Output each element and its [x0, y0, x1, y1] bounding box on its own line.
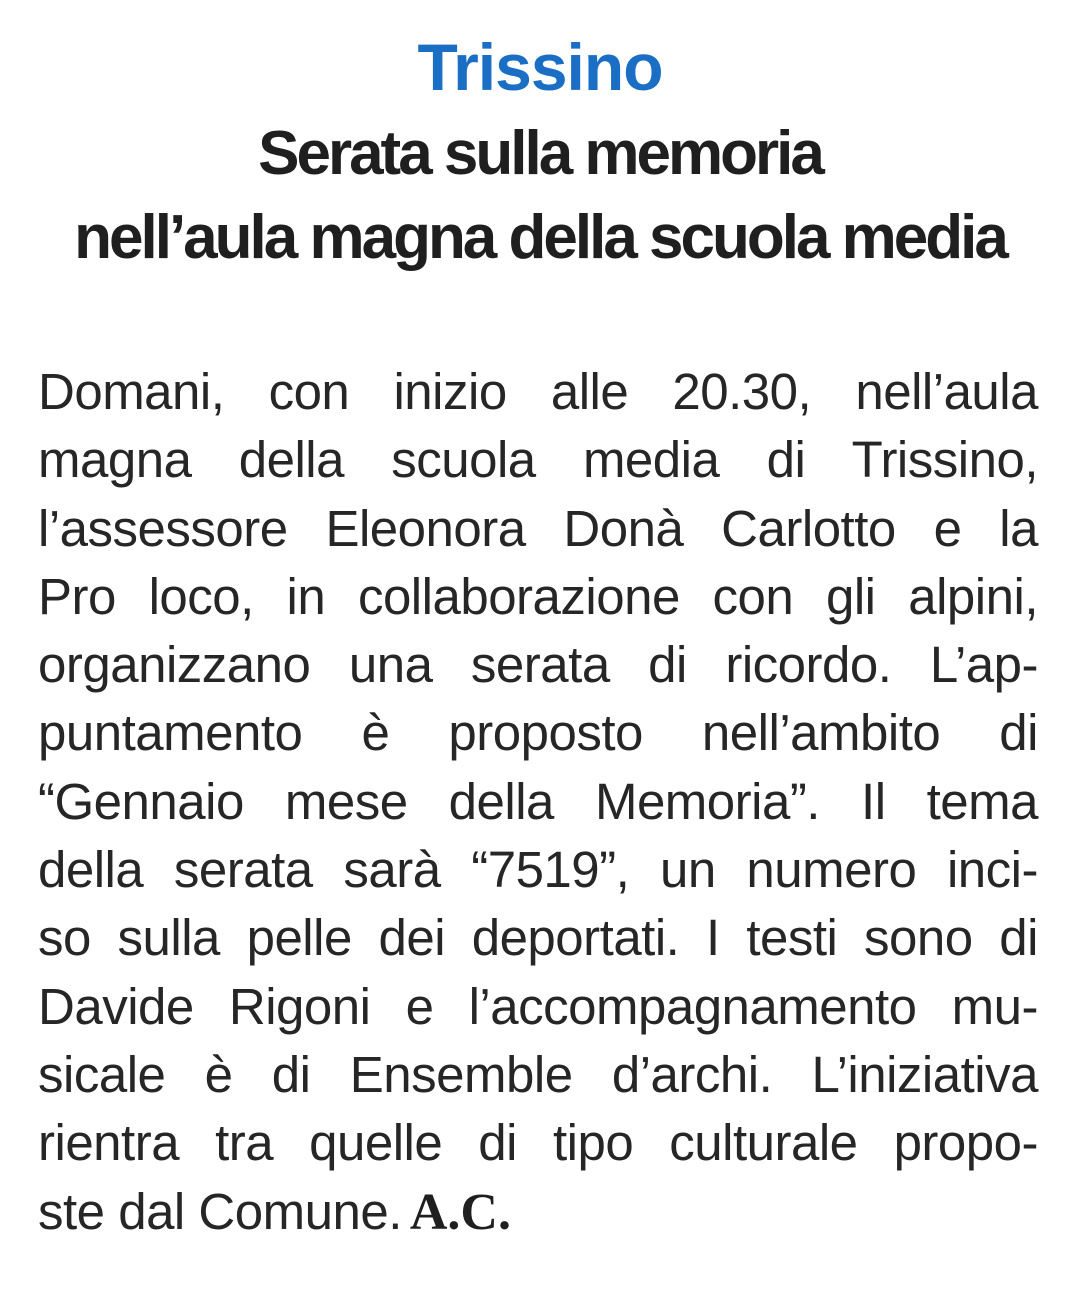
headline-line-2: nell’aula magna della scuola media	[74, 203, 1006, 272]
body-line: “Gennaio mese della Memoria”. Il tema	[38, 772, 1038, 830]
body-line: della serata sarà “7519”, un numero inci-	[38, 841, 1038, 899]
body-line: Domani, con inizio alle 20.30, nell’aula	[38, 363, 1038, 420]
body-line: Davide Rigoni e l’accompagnamento mu-	[38, 977, 1038, 1035]
body-line-last	[38, 1178, 1038, 1246]
body-line: puntamento è proposto nell’ambito di	[38, 704, 1038, 762]
kicker-location: Trissino	[417, 30, 663, 104]
body-line: Pro loco, in collaborazione con gli alpini,	[38, 567, 1038, 625]
body-line: organizzano una serata di ricordo. L’ap-	[38, 636, 1038, 694]
body-line: l’assessore Eleonora Donà Carlotto e la	[38, 499, 1038, 557]
body-line-text: ste dal Comune.	[38, 1182, 402, 1240]
body-line: sicale è di Ensemble d’archi. L’iniziativa	[38, 1045, 1038, 1103]
body-line: so sulla pelle dei deportati. I testi sono di	[38, 909, 1038, 967]
author-signature: A.C.	[409, 1183, 511, 1241]
body-line: magna della scuola media di Trissino,	[38, 431, 1038, 489]
article-body	[38, 358, 1038, 1246]
body-line: rientra tra quelle di tipo culturale propo-	[38, 1114, 1038, 1172]
headline-line-1: Serata sulla memoria	[258, 119, 822, 188]
